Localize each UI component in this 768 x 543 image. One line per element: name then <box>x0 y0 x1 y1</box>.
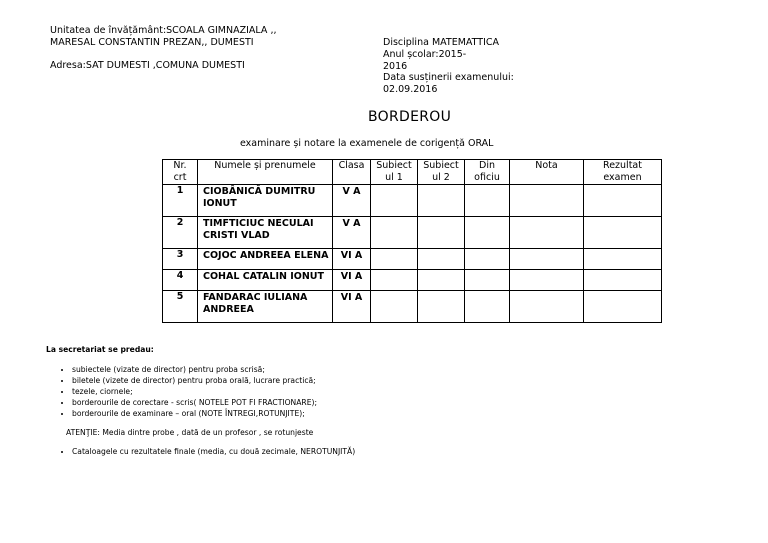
cell-oficiu <box>465 249 510 270</box>
row-nr: 5 <box>163 291 198 323</box>
row-name: FANDARAC IULIANA ANDREEA <box>198 291 333 323</box>
cell-nota <box>510 270 584 291</box>
school-address: Adresa:SAT DUMESTI ,COMUNA DUMESTI <box>50 60 245 71</box>
school-year-line2: 2016 <box>383 61 408 72</box>
table-row <box>163 291 662 323</box>
cell-nota <box>510 249 584 270</box>
row-name: COHAL CATALIN IONUT <box>198 270 333 291</box>
row-name: COJOC ANDREEA ELENA <box>198 249 333 270</box>
document-title: BORDEROU <box>368 109 452 125</box>
row-clasa: V A <box>333 217 371 249</box>
table-row <box>163 217 662 249</box>
header-subiect1: Subiect ul 1 <box>371 160 418 185</box>
list-item: • borderourile de corectare - scris( NOTELE POT FI FRACTIONARE); <box>72 397 317 408</box>
exam-date-label: Data susținerii examenului: <box>383 72 514 83</box>
header-clasa: Clasa <box>333 160 371 185</box>
header-rezultat: Rezultat examen <box>584 160 662 185</box>
list-item: • Cataloagele cu rezultatele finale (media, cu două zecimale, NEROTUNJITĂ) <box>72 446 355 457</box>
table-row <box>163 185 662 217</box>
cell-rezultat <box>584 217 662 249</box>
cell-rezultat <box>584 291 662 323</box>
cell-subiect1 <box>371 291 418 323</box>
row-nr: 4 <box>163 270 198 291</box>
cell-oficiu <box>465 291 510 323</box>
header-name: Numele și prenumele <box>198 160 333 185</box>
header-din-oficiu: Din oficiu <box>465 160 510 185</box>
cell-subiect2 <box>418 217 465 249</box>
cell-nota <box>510 291 584 323</box>
cell-subiect2 <box>418 270 465 291</box>
cell-oficiu <box>465 217 510 249</box>
school-name-line2: MARESAL CONSTANTIN PREZAN,, DUMESTI <box>50 37 254 48</box>
list-item: • subiectele (vizate de director) pentru proba scrisă; <box>72 364 317 375</box>
header-nota: Nota <box>510 160 584 185</box>
row-nr: 2 <box>163 217 198 249</box>
school-name-line1: Unitatea de învățământ:SCOALA GIMNAZIALA ,, <box>50 25 277 36</box>
row-name: TIMFTICIUC NECULAI CRISTI VLAD <box>198 217 333 249</box>
row-clasa: V A <box>333 185 371 217</box>
cell-subiect1 <box>371 249 418 270</box>
cell-subiect1 <box>371 270 418 291</box>
table-row <box>163 249 662 270</box>
notes-list <box>56 364 317 419</box>
cell-subiect1 <box>371 185 418 217</box>
cell-oficiu <box>465 270 510 291</box>
list-item: • biletele (vizete de director) pentru proba orală, lucrare practică; <box>72 375 317 386</box>
table-header-row <box>163 160 662 185</box>
row-nr: 1 <box>163 185 198 217</box>
cell-subiect2 <box>418 185 465 217</box>
borderou-table <box>162 159 662 323</box>
cell-subiect2 <box>418 291 465 323</box>
table-row <box>163 270 662 291</box>
discipline: Disciplina MATEMATTICA <box>383 37 500 48</box>
cell-nota <box>510 217 584 249</box>
row-clasa: VI A <box>333 249 371 270</box>
list-item: • borderourile de examinare – oral (NOTE ÎNTREGI,ROTUNJITE); <box>72 408 317 419</box>
list-item: • tezele, ciornele; <box>72 386 317 397</box>
attention-note: ATENŢIE: Media dintre probe , dată de un profesor , se rotunjeste <box>66 428 314 437</box>
row-name: CIOBÂNICĂ DUMITRU IONUT <box>198 185 333 217</box>
cell-subiect1 <box>371 217 418 249</box>
cell-subiect2 <box>418 249 465 270</box>
header-subiect2: Subiect ul 2 <box>418 160 465 185</box>
header-nr: Nr. crt <box>163 160 198 185</box>
cell-rezultat <box>584 270 662 291</box>
row-nr: 3 <box>163 249 198 270</box>
row-clasa: VI A <box>333 270 371 291</box>
final-notes-list <box>56 446 355 457</box>
notes-heading: La secretariat se predau: <box>46 345 154 354</box>
document-subtitle: examinare și notare la examenele de corigență ORAL <box>240 138 494 149</box>
row-clasa: VI A <box>333 291 371 323</box>
school-year-line1: Anul școlar:2015- <box>383 49 467 60</box>
cell-rezultat <box>584 185 662 217</box>
cell-rezultat <box>584 249 662 270</box>
cell-oficiu <box>465 185 510 217</box>
cell-nota <box>510 185 584 217</box>
exam-date: 02.09.2016 <box>383 84 438 95</box>
